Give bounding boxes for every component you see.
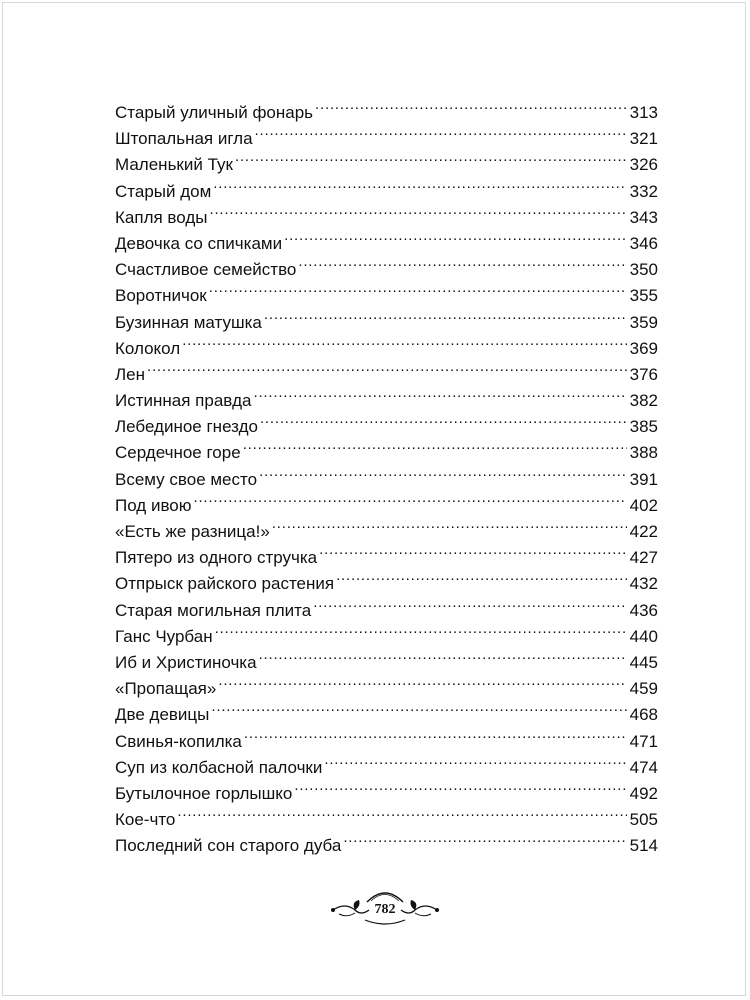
toc-entry-page-number: 382 (629, 391, 658, 411)
toc-entry-title: Старый уличный фонарь (115, 103, 314, 122)
toc-entry-page-number: 391 (629, 469, 658, 489)
dot-leader (298, 249, 626, 275)
toc-entry-page-number: 432 (629, 574, 658, 594)
dot-leader (193, 485, 626, 511)
toc-entry-page-number: 359 (629, 312, 658, 332)
toc-entry-title: Лен (115, 364, 145, 384)
dot-leader (211, 694, 626, 720)
dot-leader (209, 275, 627, 301)
toc-entry-title: Старая могильная плита (115, 600, 312, 620)
toc-entry-page-number: 355 (629, 286, 658, 306)
dot-leader (272, 511, 627, 537)
toc-entry-title: Кое-что (115, 810, 176, 830)
toc-entry-title: Последний сон старого дуба (115, 836, 342, 856)
dot-leader (260, 406, 627, 432)
toc-entry-page-number: 427 (629, 548, 658, 568)
toc-entry (115, 485, 658, 515)
toc-entry-page-number: 505 (629, 810, 658, 830)
toc-entry-page-number: 422 (629, 522, 658, 541)
toc-entry-page-number: 388 (629, 443, 658, 463)
toc-entry-title: Бутылочное горлышко (115, 783, 293, 803)
toc-entry (115, 380, 658, 411)
toc-entry-title: Капля воды (115, 207, 208, 227)
dot-leader (319, 537, 626, 563)
toc-entry-title: Пятеро из одного стручка (115, 548, 318, 568)
dot-leader (343, 825, 626, 851)
dot-leader (218, 668, 626, 694)
toc-entry-title: «Есть же разница!» (115, 522, 270, 541)
toc-entry-page-number: 459 (629, 679, 658, 699)
toc-entry-page-number: 376 (629, 364, 658, 384)
dot-leader (182, 328, 626, 354)
toc-entry-title: Всему свое место (115, 469, 258, 489)
dot-leader (215, 616, 627, 642)
toc-entry-page-number: 326 (629, 155, 658, 175)
dot-leader (177, 799, 626, 825)
page-folio (325, 880, 445, 940)
toc-entry-page-number: 313 (629, 103, 658, 122)
dot-leader (264, 302, 627, 328)
toc-entry-page-number: 369 (629, 338, 658, 358)
toc-entry-page-number: 350 (629, 260, 658, 280)
toc-entry-title: Старый дом (115, 181, 212, 201)
dot-leader (243, 432, 627, 458)
toc-entry-title: Ганс Чурбан (115, 626, 213, 646)
toc-entry-page-number: 468 (629, 705, 658, 725)
toc-entry-title: Две девицы (115, 705, 210, 725)
toc-entry-page-number: 471 (629, 731, 658, 751)
dot-leader (313, 590, 626, 616)
toc-entry-page-number: 474 (629, 757, 658, 777)
dot-leader (259, 642, 627, 668)
toc-entry (115, 825, 658, 856)
toc-entry-page-number: 321 (629, 129, 658, 149)
toc-entry-title: «Пропащая» (115, 679, 217, 699)
toc-entry-title: Воротничок (115, 286, 207, 306)
dot-leader (259, 459, 627, 485)
toc-entry-title: Иб и Христиночка (115, 652, 257, 672)
toc-entry-title: Суп из колбасной палочки (115, 757, 323, 777)
toc-entry-page-number: 440 (629, 626, 658, 646)
toc-entry-page-number: 492 (629, 783, 658, 803)
toc-entry-title: Счастливое семейство (115, 260, 297, 280)
toc-entry-title: Лебединое гнездо (115, 417, 258, 437)
toc-entry-page-number: 402 (629, 495, 658, 515)
dot-leader (336, 563, 627, 589)
toc-entry (115, 328, 658, 358)
toc-entry-title: Отпрыск райского растения (115, 574, 335, 594)
toc-entry-page-number: 514 (629, 836, 658, 856)
dot-leader (284, 223, 627, 249)
toc-entry-title: Маленький Тук (115, 155, 233, 175)
toc-entry-title: Под ивою (115, 495, 192, 515)
dot-leader (235, 144, 627, 170)
toc-entry-page-number: 343 (629, 207, 658, 227)
table-of-contents (115, 92, 658, 856)
toc-entry-page-number: 385 (629, 417, 658, 437)
toc-entry-title: Бузинная матушка (115, 312, 262, 332)
dot-leader (255, 118, 627, 144)
toc-entry-title: Девочка со спичками (115, 233, 283, 253)
toc-entry (115, 354, 658, 384)
toc-entry-page-number: 332 (629, 181, 658, 201)
toc-entry-page-number: 445 (629, 652, 658, 672)
toc-entry-title: Штопальная игла (115, 129, 253, 149)
toc-entry-page-number: 346 (629, 233, 658, 253)
toc-entry-page-number: 436 (629, 600, 658, 620)
toc-entry-title: Сердечное горе (115, 443, 241, 463)
page-number: 782 (374, 902, 396, 917)
toc-entry (115, 799, 658, 830)
dot-leader (324, 747, 626, 773)
dot-leader (254, 380, 627, 406)
dot-leader (294, 773, 626, 799)
dot-leader (147, 354, 627, 380)
dot-leader (213, 171, 626, 197)
toc-entry (115, 92, 658, 122)
toc-entry-title: Колокол (115, 338, 181, 358)
dot-leader (244, 721, 627, 747)
dot-leader (209, 197, 626, 223)
toc-entry-title: Истинная правда (115, 391, 252, 411)
toc-entry (115, 511, 658, 541)
toc-entry-title: Свинья-копилка (115, 731, 242, 751)
dot-leader (315, 92, 627, 118)
